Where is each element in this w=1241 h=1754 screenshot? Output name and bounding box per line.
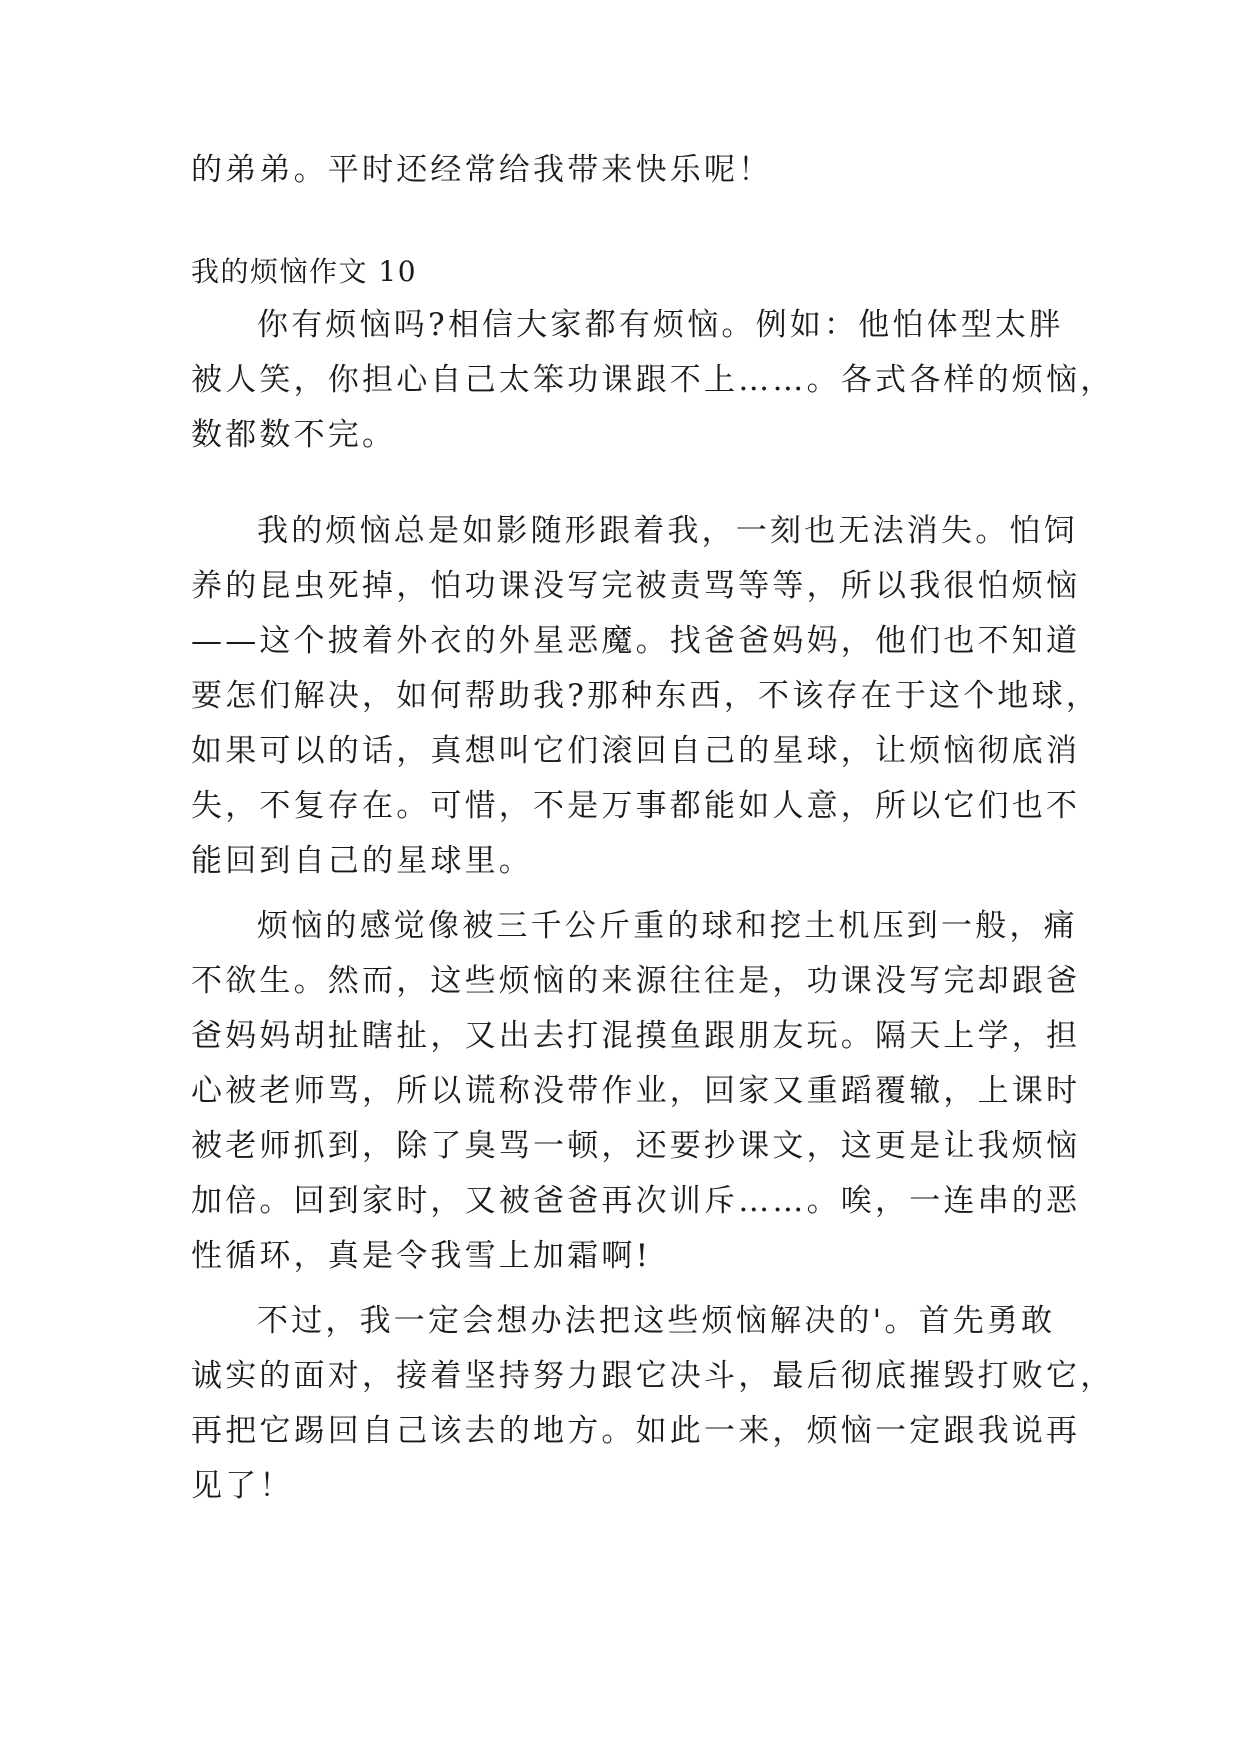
- paragraph-line: 见了！: [191, 1468, 294, 1504]
- paragraph-line: 能回到自己的星球里。: [191, 843, 533, 879]
- paragraph-line: 你有烦恼吗?相信大家都有烦恼。例如：他怕体型太胖: [257, 307, 1064, 343]
- paragraph-line: 性循环，真是令我雪上加霜啊!: [191, 1238, 652, 1274]
- paragraph-line: 养的昆虫死掉，怕功课没写完被责骂等等，所以我很怕烦恼: [191, 568, 1081, 604]
- paragraph-line: 数都数不完。: [191, 417, 397, 453]
- paragraph-line: 心被老师骂，所以谎称没带作业，回家又重蹈覆辙，上课时: [191, 1073, 1081, 1109]
- paragraph-line: 如果可以的话，真想叫它们滚回自己的星球，让烦恼彻底消: [191, 733, 1081, 769]
- paragraph-line: 爸妈妈胡扯瞎扯，又出去打混摸鱼跟朋友玩。隔天上学，担: [191, 1018, 1081, 1054]
- paragraph-line: 我的烦恼总是如影随形跟着我，一刻也无法消失。怕饲: [257, 513, 1078, 549]
- paragraph-line: 烦恼的感觉像被三千公斤重的球和挖土机压到一般，痛: [257, 908, 1078, 944]
- paragraph-line: 失，不复存在。可惜，不是万事都能如人意，所以它们也不: [191, 788, 1081, 824]
- paragraph-line: 被老师抓到，除了臭骂一顿，还要抄课文，这更是让我烦恼: [191, 1128, 1081, 1164]
- essay-title: 我的烦恼作文 10: [191, 255, 418, 288]
- paragraph-line: 加倍。回到家时，又被爸爸再次训斥……。唉，一连串的恶: [191, 1183, 1081, 1219]
- paragraph-line: 不欲生。然而，这些烦恼的来源往往是，功课没写完却跟爸: [191, 963, 1081, 999]
- paragraph-line: 再把它踢回自己该去的地方。如此一来，烦恼一定跟我说再: [191, 1413, 1081, 1449]
- paragraph-line: 不过，我一定会想办法把这些烦恼解决的'。首先勇敢: [257, 1303, 1056, 1339]
- paragraph-line: 要怎们解决，如何帮助我?那种东西，不该存在于这个地球，: [191, 678, 1101, 714]
- opening-line: 的弟弟。平时还经常给我带来快乐呢！: [191, 152, 773, 188]
- paragraph-line: 诚实的面对，接着坚持努力跟它决斗，最后彻底摧毁打败它，: [191, 1358, 1115, 1394]
- paragraph-line: 被人笑，你担心自己太笨功课跟不上……。各式各样的烦恼，: [191, 362, 1115, 398]
- paragraph-line: ——这个披着外衣的外星恶魔。找爸爸妈妈，他们也不知道: [191, 623, 1081, 659]
